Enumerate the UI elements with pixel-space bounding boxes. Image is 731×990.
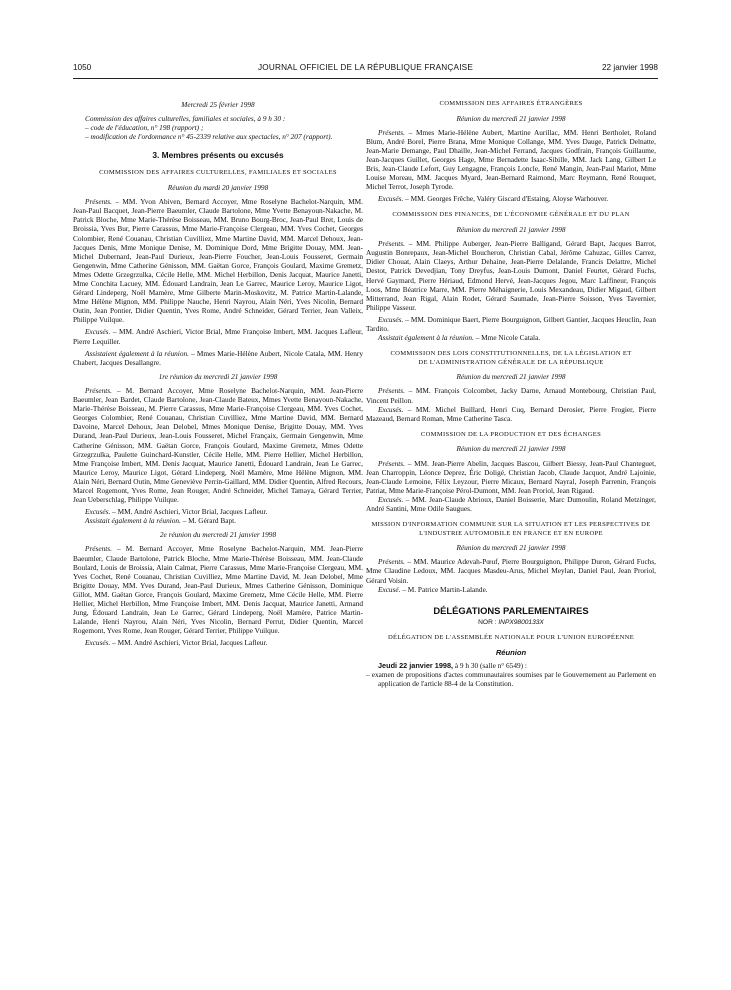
present-list [73,386,363,504]
present-names: – M. Bernard Accoyer, Mme Roselyne Bachelot-Narquin, MM. Jean-Pierre Baeumler, Jean Bardet, Claude Bartolone, Jean-Claude Bateux, Mmes Yvette Benayoun-Nakache, Marie-Thérèse Boisseau, M. Pierre Carassus, Mme Marie-Françoise Clergeau, MM. Yves Cochet, Georges Colombier, René Couanau, Christian Cuvilliez, Mme Martine David, MM. Bernard Davoine, Marcel Dehoux, Jean Delobel, Mmes Monique Denise, Brigitte Douay, MM. Yves Durand, Jean-Paul Durieux, Jean-Louis Fousseret, Michel Françaix, Germain Gengenwin, Mme Catherine Génisson, MM. Gaëtan Gorce, François Goulard, Maxime Gremetz, Mmes Odette Grzegrzulka, Paulette Guinchard-Kunstler, Cécile Helle, MM. Pierre Hellier, Michel Herbillon, Mme Françoise Imbert, MM. Denis Jacquat, Maurice Janetti, Édouard Landrain, Jean Le Garrec, Maurice Leroy, Maurice Ligot, Gérard Lindeperg, Noël Mamère, Mme Hélène Mignon, MM. Alain Néri, Bernard Outin, Mme Geneviève Perrin-Gaillard, MM. Didier Quentin, Alfred Recours, Marcel Rogemont, Yves Rome, Jean Rouger, André Schneider, Michel Tamaya, Gérard Terrier, Jean Ueberschlag, Philippe Vuilque. [73,385,363,505]
issue-date: 22 janvier 1998 [602,63,658,72]
right-column [366,100,656,688]
delegations-title: DÉLÉGATIONS PARLEMENTAIRES [433,604,589,616]
delegation-name: DÉLÉGATION DE L'ASSEMBLÉE NATIONALE POUR L'UNION EUROPÉENNE [387,633,635,641]
present-list [366,557,656,584]
committee-name: COMMISSION DES LOIS CONSTITUTIONNELLES, DE LA LÉGISLATION ET DE L'ADMINISTRATION GÉNÉRALE DE LA RÉPUBLIQUE [390,350,632,366]
committee-name: COMMISSION DE LA PRODUCTION ET DES ÉCHANGES [420,430,602,438]
committee-name: COMMISSION DES FINANCES, DE L'ÉCONOMIE GÉNÉRALE ET DU PLAN [392,211,630,219]
present-list [366,128,656,192]
meeting-title: Réunion du mercredi 21 janvier 1998 [456,113,566,123]
excused-label: Excusés. [85,327,111,337]
excused-label: Excusés. [378,194,404,204]
present-names: – MM. Yvon Abiven, Bernard Accoyer, Mme Roselyne Bachelot-Narquin, MM. Jean-Paul Bacquet, Jean-Pierre Baeumler, Claude Bartolone, Mme Yvette Benayoun-Nakache, M. Patrick Bloche, Mme Marie-Thérèse Boisseau, MM. Bruno Bourg-Broc, Jean-Paul Bret, Louis de Broissia, Yves Bur, Pierre Carassus, Mme Marie-Françoise Clergeau, MM. Yves Cochet, Georges Colombier, René Couanau, Christian Cuvilliez, Mme Martine David, MM. Marcel Dehoux, Jean-Jacques Denis, Mme Monique Denise, M. Dominique Dord, Mme Brigitte Douay, MM. Jean-Michel Dubernard, Jean-Paul Durieux, Jean-Pierre Foucher, Jean-Louis Fousseret, Germain Gengenwin, Mme Catherine Génisson, MM. Gaëtan Gorce, François Goulard, Maxime Gremetz, Mmes Odette Grzegrzulka, Cécile Helle, MM. Michel Herbillon, Denis Jacquat, Maurice Janetti, Mme Conchita Lacuey, MM. Édouard Landrain, Jean Le Garrec, Maurice Leroy, Maurice Ligot, Gérard Lindeperg, Noël Mamère, Mme Gilberte Marin-Moskovitz, M. Patrice Martin-Lalande, Mme Hélène Mignon, MM. Philippe Nauche, Henri Nayrou, Alain Néri, Yves Nicolin, Bernard Outin, Jean Pontier, Didier Quentin, Yves Rome, André Schneider, Gérard Terrier, Jean Valleix, Philippe Vuilque. [73,197,363,325]
present-label: Présents. [85,385,112,395]
present-label: Présents. [85,197,112,207]
attending-list [366,333,656,342]
present-label: Présents. [378,386,405,396]
header-rule [73,78,658,79]
present-names: – MM. Philippe Auberger, Jean-Pierre Balligand, Gérard Bapt, Jacques Barrot, Augustin Bonrepaux, Jean-Michel Boucheron, Christian Cabal, Jérôme Cahuzac, Gilles Carrez, Didier Chouat, Alain Claeys, Arthur Dehaine, Jean-Pierre Delalande, Francis Delattre, Michel Destot, Patrick Devedjian, Tony Dreyfus, Jean-Louis Dumont, Daniel Feurtet, Gérard Fuchs, Hervé Gaymard, Pierre Hériaud, Edmond Hervé, Jean-Jacques Jegou, Marc Laffineur, François Loos, Mme Béatrice Marre, MM. Pierre Méhaignerie, Louis Mexandeau, Didier Migaud, Gilbert Mitterrand, Jean Rigal, Alain Rodet, Gérard Saumade, Jean-Pierre Soisson, Yves Tavernier, Philippe Vasseur. [366,239,656,312]
present-label: Présents. [378,239,405,249]
present-names: – MM. François Colcombet, Jacky Darne, Arnaud Montebourg, Christian Paul, Vincent Peillon. [366,386,656,405]
excused-label: Excusés. [85,638,111,648]
excused-list [366,405,656,423]
schedule-date: Jeudi 22 janvier 1998, [378,660,454,670]
meeting-title: 1re réunion du mercredi 21 janvier 1998 [158,371,278,381]
attending-label: Assistait également à la réunion. [85,516,181,526]
committee-name: MISSION D'INFORMATION COMMUNE SUR LA SITUATION ET LES PERSPECTIVES DE L'INDUSTRIE AUTOMOBILE EN FRANCE ET EN EUROPE [371,521,651,537]
attending-names: – M. Gérard Bapt. [180,516,236,526]
present-label: Présents. [378,557,405,567]
committee-name: COMMISSION DES AFFAIRES CULTURELLES, FAMILIALES ET SOCIALES [99,169,337,177]
journal-title: JOURNAL OFFICIEL DE LA RÉPUBLIQUE FRANÇAISE [257,63,473,72]
excused-list [366,194,656,203]
excused-label: Excusé. [378,584,401,594]
session-date: Mercredi 25 février 1998 [181,100,255,109]
meeting-title: Réunion du mercredi 21 janvier 1998 [456,372,566,382]
schedule-line [366,661,656,670]
excused-list [73,327,363,345]
present-label: Présents. [378,127,405,137]
committee-name: COMMISSION DES AFFAIRES ÉTRANGÈRES [439,100,583,107]
present-list [73,197,363,324]
present-names: – MM. Maurice Adevah-Pœuf, Pierre Bourguignon, Philippe Duron, Gérard Fuchs, Mme Claudine Ledoux, MM. Jacques Masdeu-Arus, Michel Meylan, Daniel Paul, Jean Proriol, Gérard Voisin. [366,557,656,585]
excused-label: Excusés. [378,404,404,414]
present-names: – M. Bernard Accoyer, Mme Roselyne Bachelot-Narquin, MM. Jean-Pierre Baeumler, Claude Bartolone, Patrick Bloche, Mme Marie-Thérèse Boisseau, MM. Jean-Claude Boulard, Louis de Broissia, Alain Calmat, Pierre Carassus, Mme Marie-Françoise Clergeau, MM. Yves Cochet, René Couanau, Christian Cuvilliez, Mme Martine David, M. Jean Delobel, Mme Brigitte Douay, MM. Yves Durand, Jean-Paul Durieux, Mmes Catherine Génisson, Dominique Gillot, MM. Gaëtan Gorce, François Goulard, Maxime Gremetz, Mme Cécile Helle, MM. Pierre Hellier, Michel Herbillon, Mme Françoise Imbert, MM. Denis Jacquat, Maurice Janetti, Armand Jung, Édouard Landrain, Jean Le Garrec, Gérard Lindeperg, Noël Mamère, Patrice Martin-Lalande, Henri Nayrou, Alain Néri, Yves Nicolin, Bernard Perrut, Didier Quentin, Marcel Rogemont, Yves Rome, Jean Rouger, Gérard Terrier, Philippe Vuilque. [73,544,363,636]
present-label: Présents. [85,544,112,554]
left-column [73,100,363,647]
present-label: Présents. [378,458,405,468]
excused-names: – MM. Jean-Claude Abrioux, Daniel Boisserie, Marc Dumoulin, Roland Metzinger, André Santini, Mme Odile Saugues. [366,494,656,513]
schedule-detail: à 9 h 30 (salle n° 6549) : [453,660,527,670]
excused-list [366,495,656,513]
attending-list [73,516,363,525]
page-header [73,63,658,77]
attending-names: – Mme Nicole Catala. [473,333,541,343]
attending-label: Assistait également à la réunion. [378,333,474,343]
excused-names: – MM. André Aschieri, Victor Brial, Mme Françoise Imbert, MM. Jacques Lafleur, Pierre Lequiller. [73,327,363,346]
page-number: 1050 [73,63,92,72]
commission-line: Commission des affaires culturelles, familiales et sociales, à 9 h 30 : [85,114,286,124]
excused-names: – MM. André Aschieri, Victor Brial, Jacques Lafleur. [110,638,268,648]
present-list [366,386,656,404]
attending-names: – Mmes Marie-Hélène Aubert, Nicole Catala, MM. Henry Chabert, Jacques Desallangre. [73,348,363,367]
meeting-heading: Réunion [495,647,527,657]
agenda-list [73,123,363,141]
nor-code: INPX9800133X [498,618,544,626]
meeting-title: Réunion du mercredi 21 janvier 1998 [456,225,566,235]
schedule-item: – examen de propositions d'actes communautaires soumises par le Gouvernement au Parlement en application de l'article 88-4 de la Constitution. [366,669,656,688]
excused-names: – MM. André Aschieri, Victor Brial, Jacques Lafleur. [110,507,268,517]
meeting-title: Réunion du mercredi 21 janvier 1998 [456,543,566,553]
agenda-item: – modification de l'ordonnance n° 45-2339 relative aux spectacles, n° 207 (rapport). [85,132,333,142]
section-title: 3. Membres présents ou excusés [152,150,284,161]
present-names: – Mmes Marie-Hélène Aubert, Martine Aurillac, MM. Henri Bertholet, Roland Blum, André Borel, Pierre Brana, Mme Monique Collange, MM. Yves Dauge, Patrick Delnatte, Jean-Marie Demange, Paul Dhaille, Jean-Michel Ferrand, Jacques Godfrain, François Guillaume, Jean-Jacques Guillet, Georges Hage, Mme Bernadette Isaac-Sibille, MM. Jack Lang, Gilbert Le Bris, Jean-Claude Lefort, Guy Lengagne, François Loncle, René Mangin, Jean-Paul Mariot, Mme Louise Moreau, MM. Jacques Myard, Jean-Bernard Raimond, Marc Reymann, René Rouquet, Michel Terrot, Joseph Tyrode. [366,127,656,192]
excused-names: – MM. Dominique Baert, Pierre Bourguignon, Gilbert Gantier, Jacques Heuclin, Jean Tardito. [366,314,656,333]
present-names: – MM. Jean-Pierre Abelin, Jacques Bascou, Gilbert Biessy, Jean-Paul Chanteguet, Jean Charroppin, Léonce Deprez, Éric Doligé, Christian Jacob, Claude Jacquot, André Lajoinie, Jean-Claude Lemoine, Félix Leyzour, Pierre Micaux, Bernard Nayral, Joseph Parrenin, François Patriat, Mme Marie-Françoise Pérol-Dumont, MM. Jean Proriol, Jean Rigaud. [366,458,656,495]
meeting-title: Réunion du mercredi 21 janvier 1998 [456,444,566,454]
present-list [366,459,656,495]
excused-list [366,585,656,594]
present-list [366,239,656,312]
attending-list [73,349,363,367]
meeting-title: 2e réunion du mercredi 21 janvier 1998 [159,530,277,540]
excused-names: – MM. Georges Frêche, Valéry Giscard d'Estaing, Aloyse Warhouver. [403,194,609,204]
excused-list [73,638,363,647]
excused-names: – M. Patrice Martin-Lalande. [400,584,488,594]
attending-label: Assistaient également à la réunion. [85,348,189,358]
excused-label: Excusés. [378,314,404,324]
nor-label: NOR : [478,618,497,626]
present-list [73,544,363,635]
excused-list [366,315,656,333]
meeting-title: Réunion du mardi 20 janvier 1998 [167,183,269,193]
excused-label: Excusés. [378,494,404,504]
nor-reference [366,618,656,627]
agenda-item: – code de l'éducation, n° 198 (rapport) ; [85,123,204,133]
excused-names: – MM. Michel Buillard, Henri Cuq, Bernard Derosier, Pierre Frogier, Pierre Mazeaud, Bernard Roman, Mme Catherine Tasca. [366,404,656,423]
excused-label: Excusés. [85,507,111,517]
excused-list [73,507,363,516]
